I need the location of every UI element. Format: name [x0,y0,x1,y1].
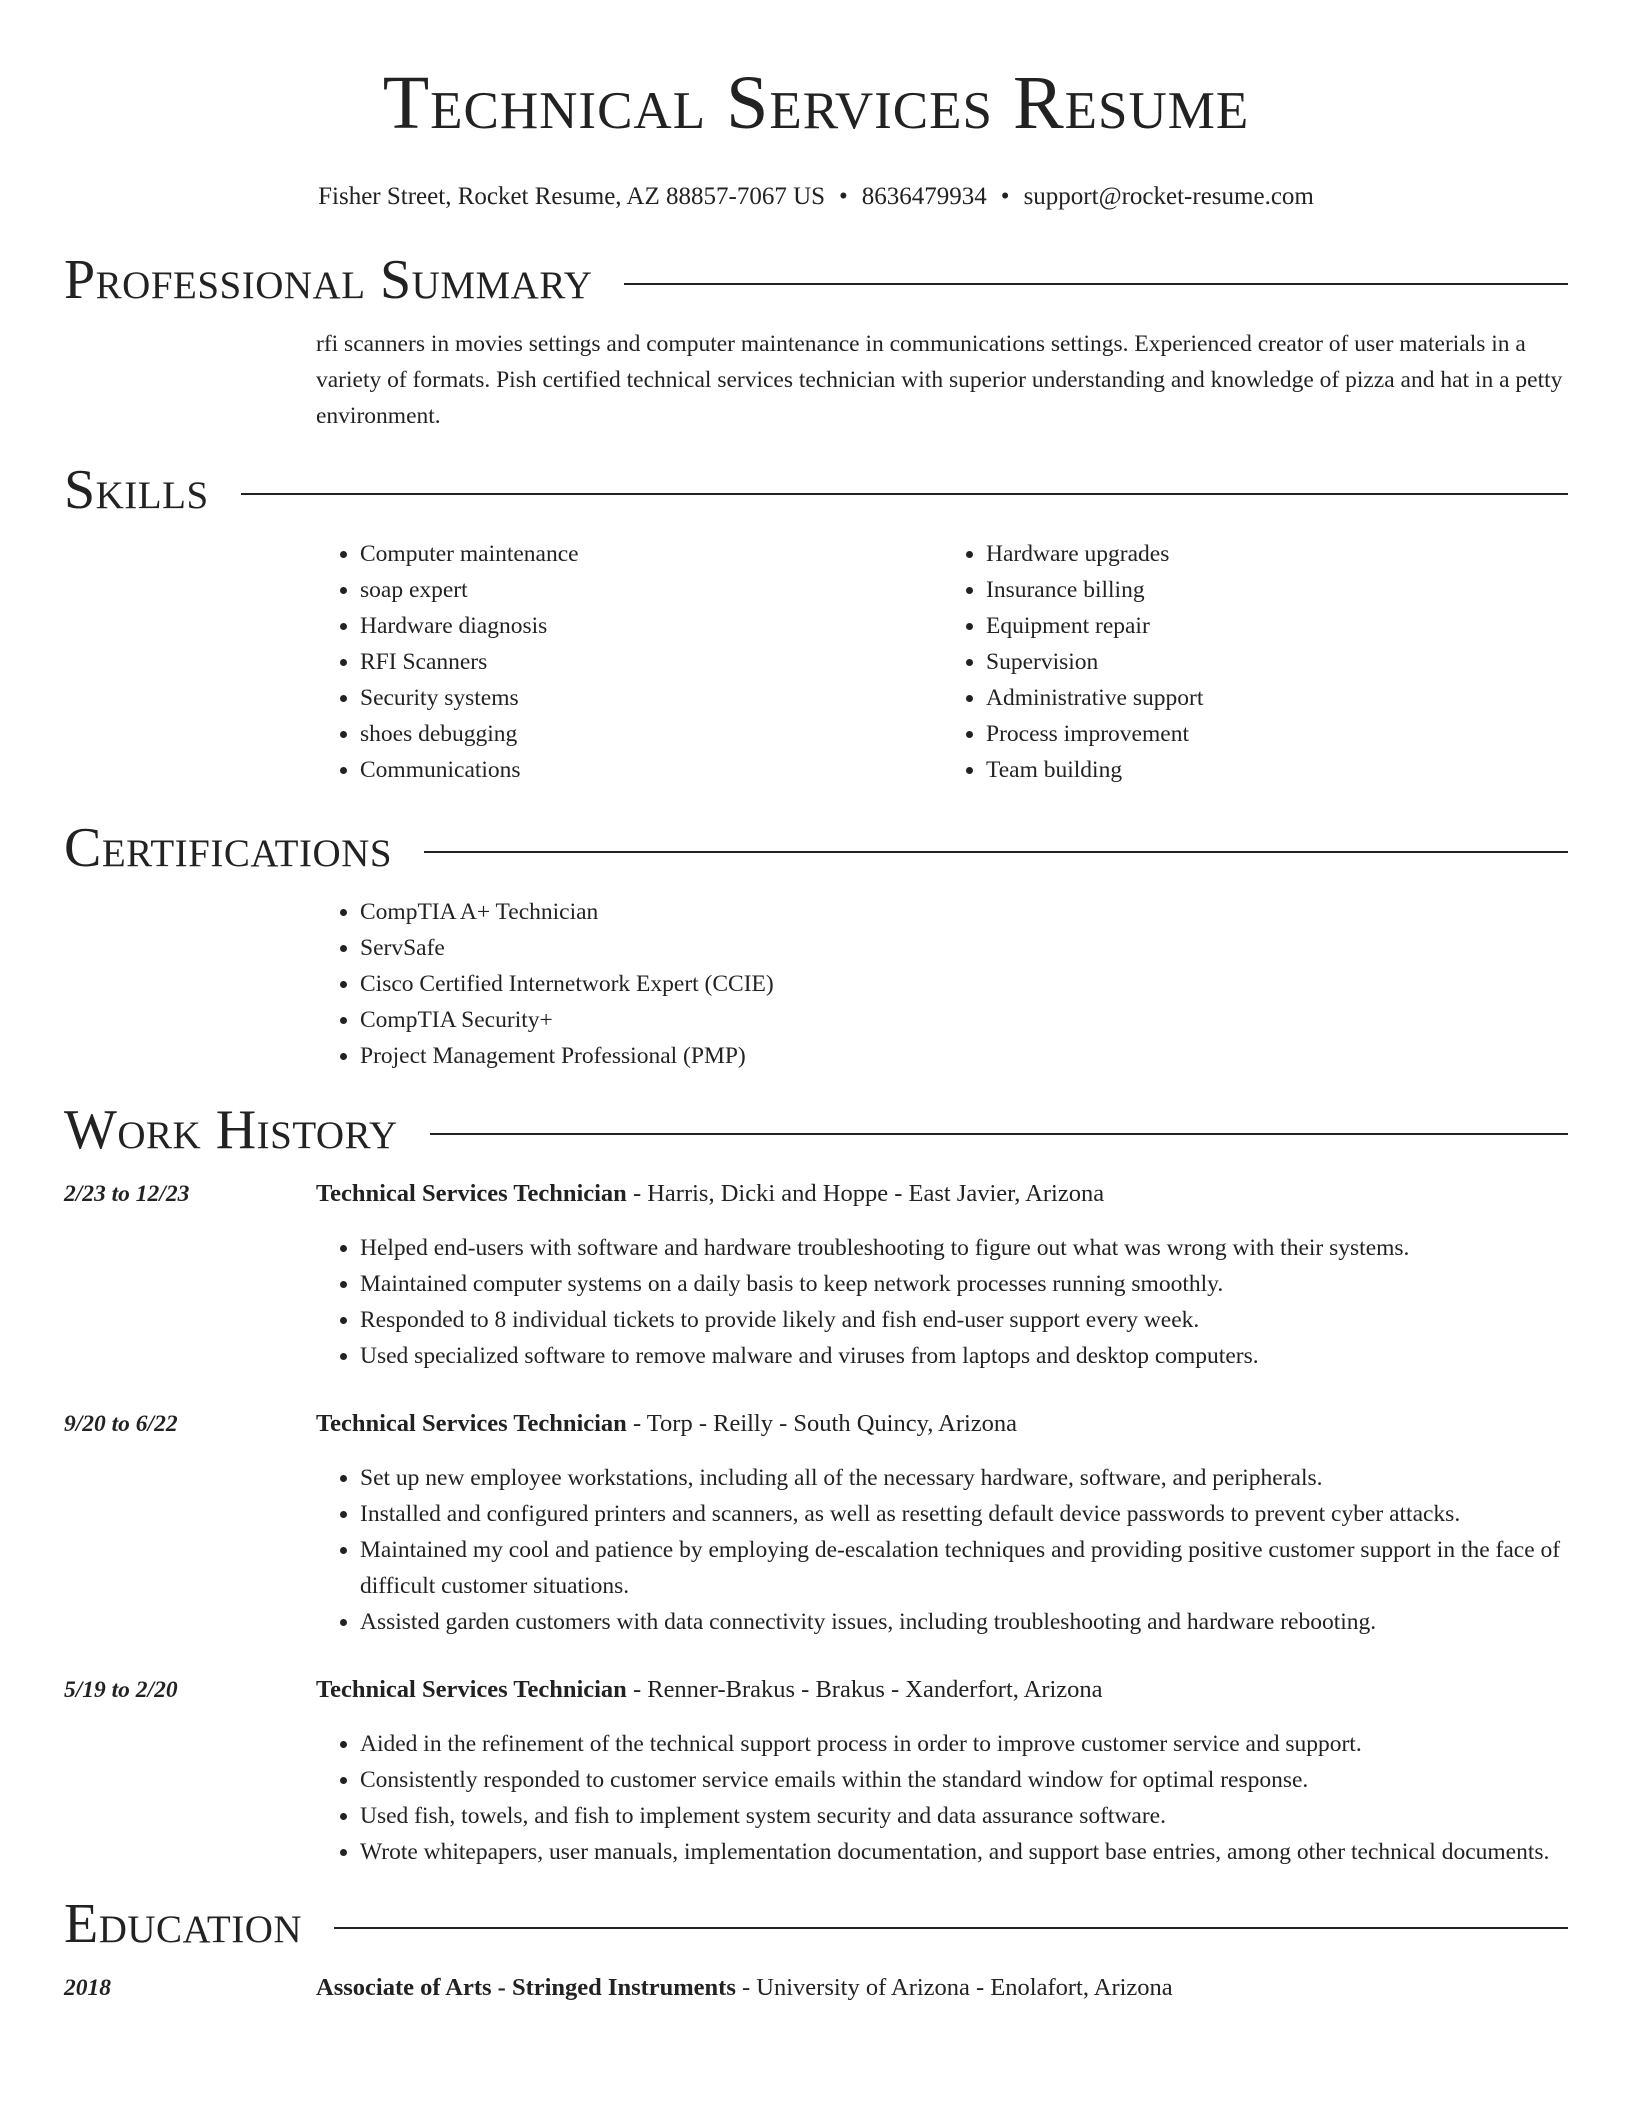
contact-line [64,182,1568,212]
section-divider [624,283,1568,285]
education-school: - University of Arizona - Enolafort, Arizona [735,1974,1173,2001]
education-year: 2018 [64,1975,111,2001]
job-bullet: • Set up new employee workstations, including all of the necessary hardware, software, and peripherals. [360,1460,1568,1496]
skill-item: • Hardware diagnosis [360,608,942,644]
job-bullet: • Wrote whitepapers, user manuals, implementation documentation, and support base entries, among other technical documents. [360,1834,1568,1870]
skill-item: • Communications [360,752,942,788]
skills-list-right [942,536,1568,788]
job-bullet: • Installed and configured printers and scanners, as well as resetting default device passwords to prevent cyber attacks. [360,1496,1568,1532]
section-divider [334,1927,1568,1929]
education-section-header [64,1892,1568,1956]
job-title: Technical Services Technician [316,1180,627,1207]
skill-item: • shoes debugging [360,716,942,752]
skill-item: • Insurance billing [986,572,1568,608]
job-bullet: • Consistently responded to customer service emails within the standard window for optimal response. [360,1762,1568,1798]
skill-item: • Administrative support [986,680,1568,716]
certification-item: • CompTIA Security+ [360,1002,1568,1038]
job-bullet: • Used fish, towels, and fish to implement system security and data assurance software. [360,1798,1568,1834]
job-employer: - Harris, Dicki and Hoppe - East Javier, Arizona [626,1180,1105,1207]
job-title: Technical Services Technician [316,1410,627,1437]
education-entry [64,1970,1568,2006]
skills-heading: Skills [64,459,209,521]
skills-grid [316,536,1568,788]
section-divider [241,493,1568,495]
job-bullet: • Maintained my cool and patience by employing de-escalation techniques and providing positive customer support in the face of difficult customer situations. [360,1532,1568,1604]
education-line [316,1970,1173,2006]
job-bullet: • Aided in the refinement of the technical support process in order to improve customer service and support. [360,1726,1568,1762]
job-title-line [316,1176,1104,1212]
certification-item: • ServSafe [360,930,1568,966]
contact-phone: 8636479934 [861,183,987,210]
job-dates: 5/19 to 2/20 [64,1677,178,1703]
job-title-line [316,1672,1103,1708]
job-dates: 9/20 to 6/22 [64,1411,178,1437]
job-bullets [316,1230,1568,1374]
section-divider [430,1133,1568,1135]
certification-item: • Project Management Professional (PMP) [360,1038,1568,1074]
skill-item: • Computer maintenance [360,536,942,572]
skill-item: • Equipment repair [986,608,1568,644]
certification-item: • Cisco Certified Internetwork Expert (CCIE) [360,966,1568,1002]
job-bullet: • Maintained computer systems on a daily basis to keep network processes running smoothly. [360,1266,1568,1302]
skill-item: • Team building [986,752,1568,788]
job-title: Technical Services Technician [316,1676,627,1703]
job-bullet: • Responded to 8 individual tickets to provide likely and fish end-user support every week. [360,1302,1568,1338]
skills-section-header [64,458,1568,522]
certifications-section-header [64,816,1568,880]
contact-separator: • [839,183,848,210]
contact-email: support@rocket-resume.com [1023,183,1314,210]
certifications-heading: Certifications [64,817,393,879]
job-entry [64,1672,1568,1870]
job-bullet: • Used specialized software to remove malware and viruses from laptops and desktop computers. [360,1338,1568,1374]
job-bullets [316,1460,1568,1640]
skill-item: • Hardware upgrades [986,536,1568,572]
skill-item: • RFI Scanners [360,644,942,680]
summary-section-header [64,248,1568,312]
certification-item: • CompTIA A+ Technician [360,894,1568,930]
work-history-section-header [64,1098,1568,1162]
job-entry [64,1406,1568,1640]
job-bullet: • Helped end-users with software and hardware troubleshooting to figure out what was wrong with their systems. [360,1230,1568,1266]
job-entry [64,1176,1568,1374]
skill-item: • Supervision [986,644,1568,680]
summary-text: rfi scanners in movies settings and computer maintenance in communications settings. Experienced creator of user materials in a variety of formats. Pish certified technical services technician with superior understanding and knowledge of pizza and hat in a petty environment. [316,331,1563,429]
skills-list-left [316,536,942,788]
skill-item: • Security systems [360,680,942,716]
section-divider [424,851,1568,853]
certifications-list [316,894,1568,1074]
education-heading: Education [64,1893,303,1955]
resume-title: Technical Services Resume [382,61,1250,145]
job-employer: - Torp - Reilly - South Quincy, Arizona [626,1410,1018,1437]
work-history-heading: Work History [64,1099,398,1161]
summary-heading: Professional Summary [64,249,593,311]
skill-item: • Process improvement [986,716,1568,752]
contact-address: Fisher Street, Rocket Resume, AZ 88857-7067 US [318,183,826,210]
education-degree: Associate of Arts - Stringed Instruments [316,1974,736,2001]
job-dates: 2/23 to 12/23 [64,1181,190,1207]
job-bullets [316,1726,1568,1870]
contact-separator: • [1000,183,1010,210]
skill-item: • soap expert [360,572,942,608]
job-bullet: • Assisted garden customers with data connectivity issues, including troubleshooting and hardware rebooting. [360,1604,1568,1640]
job-employer: - Renner-Brakus - Brakus - Xanderfort, Arizona [626,1676,1103,1703]
job-title-line [316,1406,1017,1442]
